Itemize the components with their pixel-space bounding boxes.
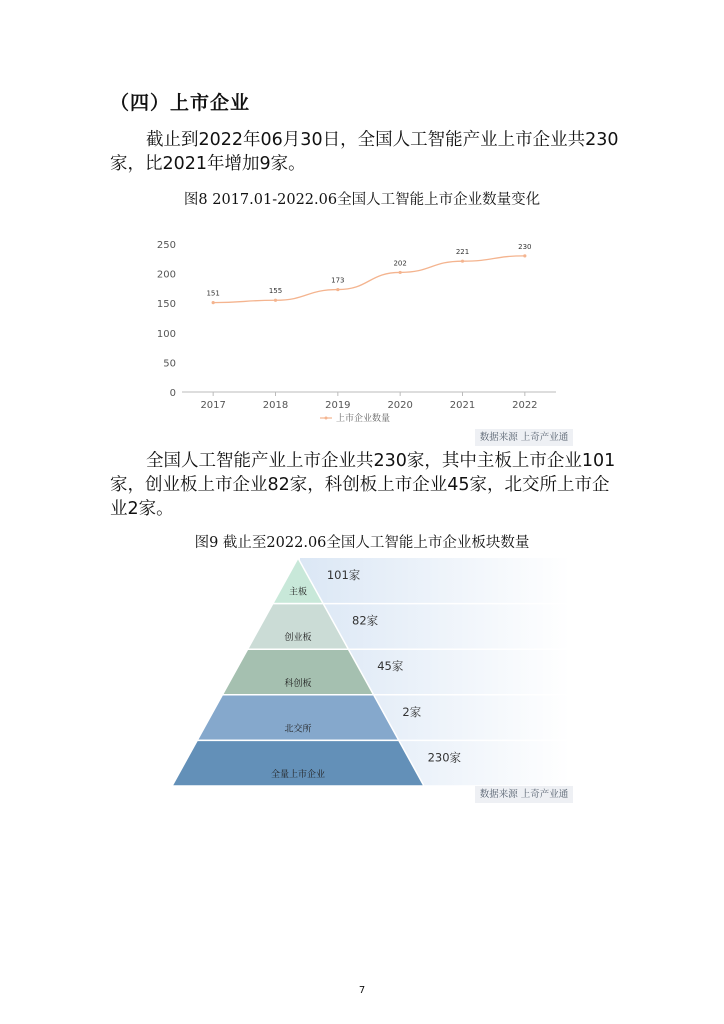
y-tick-label: 50: [163, 358, 176, 370]
paragraph-2-text: 全国人工智能产业上市企业共230家，其中主板上市企业101家，创业板上市企业82家，科创板上市企业45家，北交所上市企业2家。: [110, 451, 616, 519]
x-tick-label: 2022: [512, 400, 538, 411]
paragraph-1: [110, 128, 620, 176]
page-number: 7: [358, 985, 366, 996]
source-badge-2: 数据来源 上奇产业通: [475, 786, 573, 803]
pyramid-value-label: 45家: [377, 659, 404, 674]
data-label: 202: [393, 259, 407, 268]
data-label: 230: [518, 242, 532, 251]
pyramid-value-label: 230家: [427, 750, 462, 765]
y-tick-label: 200: [156, 269, 176, 281]
pyramid-level-label: 主板: [288, 587, 308, 598]
x-tick-label: 2021: [449, 400, 476, 411]
pyramid-level-label: 创业板: [284, 633, 312, 644]
data-label: 155: [268, 287, 283, 296]
data-point: [523, 254, 526, 257]
y-tick-label: 150: [156, 299, 176, 311]
data-point: [336, 288, 339, 291]
figure8-caption: 图8 2017.01-2022.06全国人工智能上市企业数量变化: [183, 192, 541, 208]
pyramid-chart: [170, 556, 570, 788]
data-label: 173: [331, 276, 345, 285]
x-tick-label: 2020: [387, 400, 413, 411]
data-point: [399, 271, 402, 274]
x-tick-label: 2017: [200, 400, 226, 411]
data-point: [274, 299, 277, 302]
paragraph-1-text: 截止到2022年06月30日，全国人工智能产业上市企业共230家，比2021年增加9家。: [110, 130, 619, 174]
pyramid-value-label: 2家: [402, 704, 422, 719]
x-tick-label: 2019: [325, 400, 351, 411]
figure9-caption: 图9 截止至2022.06全国人工智能上市企业板块数量: [194, 535, 530, 551]
data-label: 151: [206, 289, 220, 298]
line-chart: [150, 232, 570, 432]
y-tick-label: 100: [156, 328, 176, 340]
y-tick-label: 0: [169, 388, 176, 399]
pyramid-level-label: 科创板: [284, 678, 312, 689]
pyramid-level-label: 全量上市企业: [270, 770, 326, 780]
x-tick-label: 2018: [262, 400, 289, 411]
paragraph-2: [110, 449, 620, 521]
data-point: [461, 260, 464, 263]
pyramid-value-label: 82家: [352, 613, 379, 628]
pyramid-level-label: 北交所: [284, 724, 312, 735]
data-point: [212, 301, 215, 304]
pyramid-value-label: 101家: [326, 567, 361, 582]
data-label: 221: [455, 248, 470, 257]
series-line: [213, 256, 525, 303]
legend-point-marker: [325, 417, 328, 420]
legend-label: 上市企业数量: [336, 414, 391, 424]
y-tick-label: 250: [156, 240, 176, 251]
source-badge-1: 数据来源 上奇产业通: [475, 429, 573, 446]
section-heading: （四）上市企业: [110, 92, 251, 114]
